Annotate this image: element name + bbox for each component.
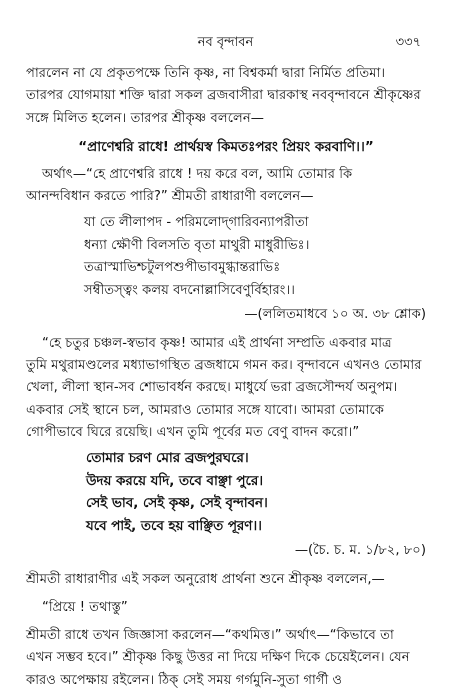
- bengali-verse: [86, 448, 426, 538]
- text-line: একবার সেই স্থানে চল, আমরাও তোমার সঙ্গে যাবো। আমরা তোমাকে: [26, 402, 385, 418]
- sloka-reference: —(ললিতমাধবে ১০ অ. ৩৮ শ্লোক): [244, 307, 426, 323]
- running-title: নব বৃন্দাবন: [197, 35, 254, 50]
- text-line: গোপীভাবে ঘিরে রয়েছি। এখন তুমি পূর্বের মত বেণু বাদন করো।”: [26, 424, 360, 440]
- page-header: [0, 33, 451, 53]
- text-line: পারলেন না যে প্রকৃতপক্ষে তিনি কৃষ্ণ, না বিশ্বকর্মা দ্বারা নির্মিত প্রতিমা।: [26, 66, 386, 81]
- verse-line: যবে পাই, তবে হয় বাঞ্ছিত পূরণ।।: [86, 518, 262, 534]
- text-line: শ্রীমতী রাধারাণীর এই সকল অনুরোধ প্রার্থনা শুনে শ্রীকৃষ্ণ বললেন,—: [26, 571, 385, 587]
- text-line: এখন সম্ভব হবে।” শ্রীকৃষ্ণ কিছু উত্তর না দিয়ে দক্ষিণ দিকে চেয়েইলেন। যেন: [26, 650, 410, 666]
- verse-reference: —(চৈ. চ. ম. ১/৮২, ৮০): [294, 543, 426, 559]
- verse-line: সেই ভাব, সেই কৃষ্ণ, সেই বৃন্দাবন।: [86, 496, 268, 512]
- sloka-line: সম্বীতস্ত্বং কলয় বদনোল্লাসিবেণুর্বিহারং।।: [84, 282, 295, 298]
- text-line: কারও অপেক্ষায় রইলেন। ঠিক্‌ সেই সময় গর্গমুনি-সুতা গার্গী ও: [26, 672, 343, 688]
- text-line: তারপর যোগমায়া শক্তি দ্বারা সকল ব্রজবাসীরা দ্বারকাস্থ নববৃন্দাবনে শ্রীকৃষ্ণের: [26, 88, 421, 104]
- verse-line: তোমার চরণ মোর ব্রজপুরঘরে।: [86, 451, 249, 467]
- sloka-line: তত্রাস্মাভিশ্চটুলপশুপীভাবমুগ্ধান্তরাভিঃ: [84, 260, 281, 276]
- sanskrit-quote: “প্রাণেশ্বরি রাধে! প্রার্থয়স্ব কিমতঃপরং প্রিয়ং করবাণি।।”: [78, 138, 374, 155]
- sloka-line: যা তে লীলাপদ - পরিমলোদ্‌গারিবন্যাপরীতা: [84, 215, 309, 231]
- page-number: ৩৩৭: [395, 35, 421, 50]
- text-line: তুমি মথুরামণ্ডলের মধ্যাভাগস্থিত ব্রজধামে গমন কর। বৃন্দাবনে এখনও তোমার: [26, 358, 422, 374]
- paragraph-1: [26, 63, 426, 130]
- paragraph-2: [26, 164, 426, 209]
- page-body: [26, 63, 426, 692]
- text-line: আনন্দবিধান করতে পারি?” শ্রীমতী রাধারাণী বললেন—: [26, 189, 314, 205]
- text-line: “হে চতুর চঞ্চল-স্বভাব কৃষ্ণ! আমার এই প্রার্থনা সম্প্রতি একবার মাত্র: [42, 335, 392, 351]
- text-line: অর্থাৎ—“হে প্রাণেশ্বরি রাধে ! দয় করে বল, আমি তোমার কি: [42, 166, 353, 182]
- paragraph-6: [26, 625, 426, 692]
- sanskrit-sloka: [84, 212, 426, 302]
- sloka-line: ধন্যা ক্ষৌণী বিলসতি বৃতা মাথুরী মাধুরীভিঃ।: [84, 237, 310, 253]
- text-line: শ্রীমতী রাধে তখন জিজ্ঞাসা করলেন—“কথমিত্ত।” অর্থাৎ—“কিভাবে তা: [26, 628, 394, 644]
- text-line: সঙ্গে মিলিত হলেন। তারপর শ্রীকৃষ্ণ বললেন—: [26, 110, 264, 126]
- paragraph-5: “প্রিয়ে ! তথাস্তু”: [42, 599, 128, 615]
- text-line: খেলা, লীলা স্থান-সব শোভাবর্ধন করছে। মাধুর্যে ভরা ব্রজসৌন্দর্য অনুপম।: [26, 380, 398, 396]
- paragraph-3: [26, 333, 426, 444]
- verse-line: উদয় করয়ে যদি, তবে বাঞ্ছা পুরে।: [86, 473, 263, 489]
- paragraph-4: [26, 569, 426, 591]
